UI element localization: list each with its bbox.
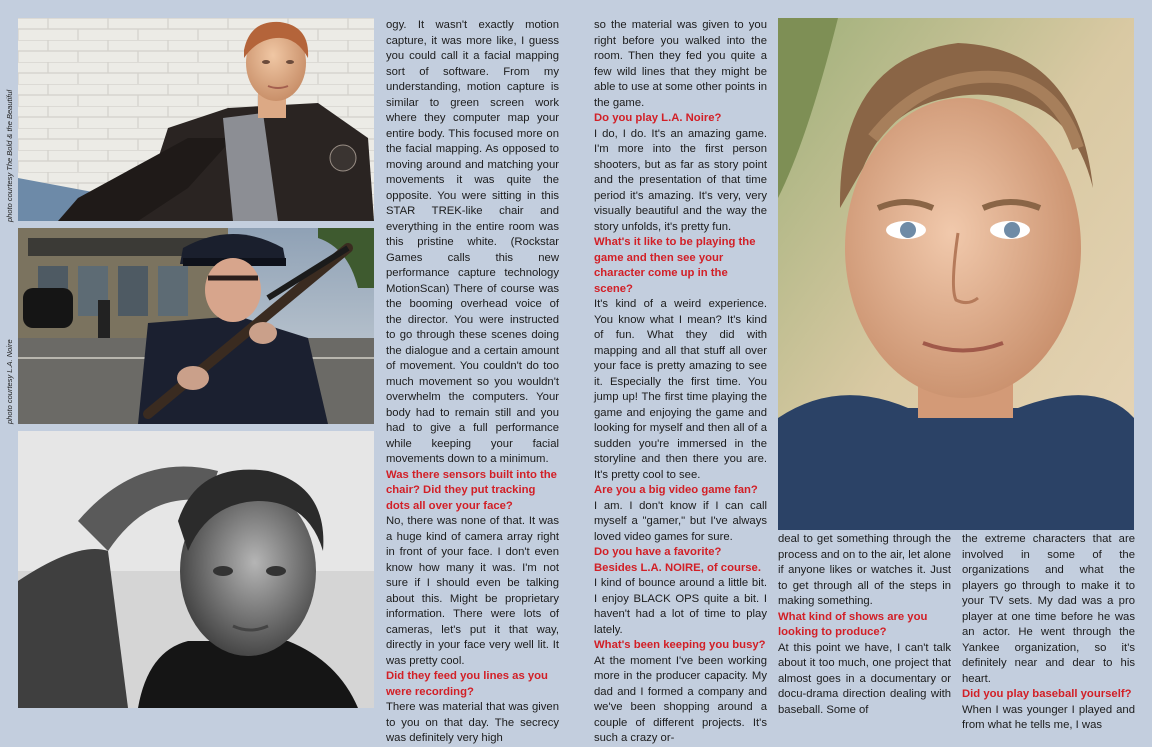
answer-paragraph: I am. I don't know if I can call myself a "gamer," but I've always loved video games for sure. [594,499,767,543]
question-heading: What kind of shows are you looking to produce? [778,610,928,638]
answer-paragraph: There was material that was given to you on that day. The secrecy was definitely very high [386,701,559,744]
question-heading: What's it like to be playing the game and then see your character come up in the scene? [594,236,756,295]
photo-actor-leather-jacket [18,18,374,221]
answer-paragraph: When I was younger I played and from what he tells me, I was [962,703,1135,731]
article-column-4 [962,532,1135,731]
photo-large-portrait [778,18,1134,530]
answer-paragraph: deal to get something through the process and on to the air, let alone if anyone likes or watches it. Just to get through all of the steps in making something. [778,533,951,607]
answer-paragraph: ogy. It wasn't exactly motion capture, it was more like, I guess you could call it a facial mapping sort of software. From my understanding, motion capture is similar to green screen work where they computer map your entire body. This focused more on the facial mapping. As opposed to moving around and matching your movements it was quite the opposite. You were sitting in this STAR TREK-like chair and everything in the entire room was this pristine white. (Rockstar Games calls this new performance capture technology MotionScan) There of course was the booming overhead voice of the director. You were instructed to go through these scenes doing the dialogue and a certain amount of movement. You couldn't do too much movement so you wouldn't overwhelm the computers. Your body had to remain still and you had to give a full performance while keeping your facial movements down to a minimum. [386,19,559,465]
answer-paragraph: I kind of bounce around a little bit. I enjoy BLACK OPS quite a bit. I haven't had a lot of time to play lately. [594,577,767,636]
answer-paragraph: No, there was none of that. It was a huge kind of camera array right in front of your face. I don't even know how many it was. I'm not sure if I should even be talking about this. Might be proprietary information. There were lots of cameras, let's put it that way, directly in your face very well lit. It was pretty cool. [386,515,559,667]
question-heading: Do you play L.A. Noire? [594,112,722,124]
answer-paragraph: so the material was given to you right before you walked into the room. Then they fed you quite a few wild lines that they might be able to use at some other points in the game. [594,19,767,109]
answer-paragraph: I do, I do. It's an amazing game. I'm more into the first person shooters, but as far as story point and the presentation of that time period it's amazing. It's very, very visually beautiful and the way the story unfolds, it's pretty fun. [594,127,767,233]
article-column-2 [594,18,767,744]
question-heading: Did you play baseball yourself? [962,688,1132,700]
answer-paragraph: It's kind of a weird experience. You know what I mean? It's kind of fun. What they did with mapping and all that stuff all over your face is pretty amazing to see it. Especially the first time. You jump up! The first time playing the game and enjoying the game and looking for myself and then all of a sudden you're immersed in the storyline and then there you are. It's pretty cool to see. [594,298,767,481]
photo-bw-portrait [18,431,374,708]
question-heading: Did they feed you lines as you were recording? [386,670,548,698]
question-heading: What's been keeping you busy? [594,639,766,651]
question-heading: Do you have a favorite? Besides L.A. NOIRE, of course. [594,546,761,574]
question-heading: Was there sensors built into the chair? Did they put tracking dots all over your face? [386,468,557,512]
article-column-1 [386,18,559,744]
article-column-3 [778,532,951,716]
answer-paragraph: At the moment I've been working more in the producer capacity. My dad and I formed a company and we've been shopping around a couple of different projects. It's such a crazy or- [594,654,767,744]
answer-paragraph: At this point we have, I can't talk about it too much, one project that almost goes in a documentary or docu-drama direction dealing with baseball. Some of [778,641,951,716]
answer-paragraph: the extreme characters that are involved in some of the organizations and what the players go through to make it to your TV sets. My dad was a pro player at one time before he was an actor. He went through the Yankee organization, so it's definitely near and dear to his heart. [962,533,1135,685]
photo-la-noire-officer [18,228,374,424]
question-heading: Are you a big video game fan? [594,484,758,496]
photo-credit-top: photo courtesy The Bold & the Beautiful [5,89,14,222]
photo-credit-middle: photo courtesy L.A. Noire [5,339,14,424]
